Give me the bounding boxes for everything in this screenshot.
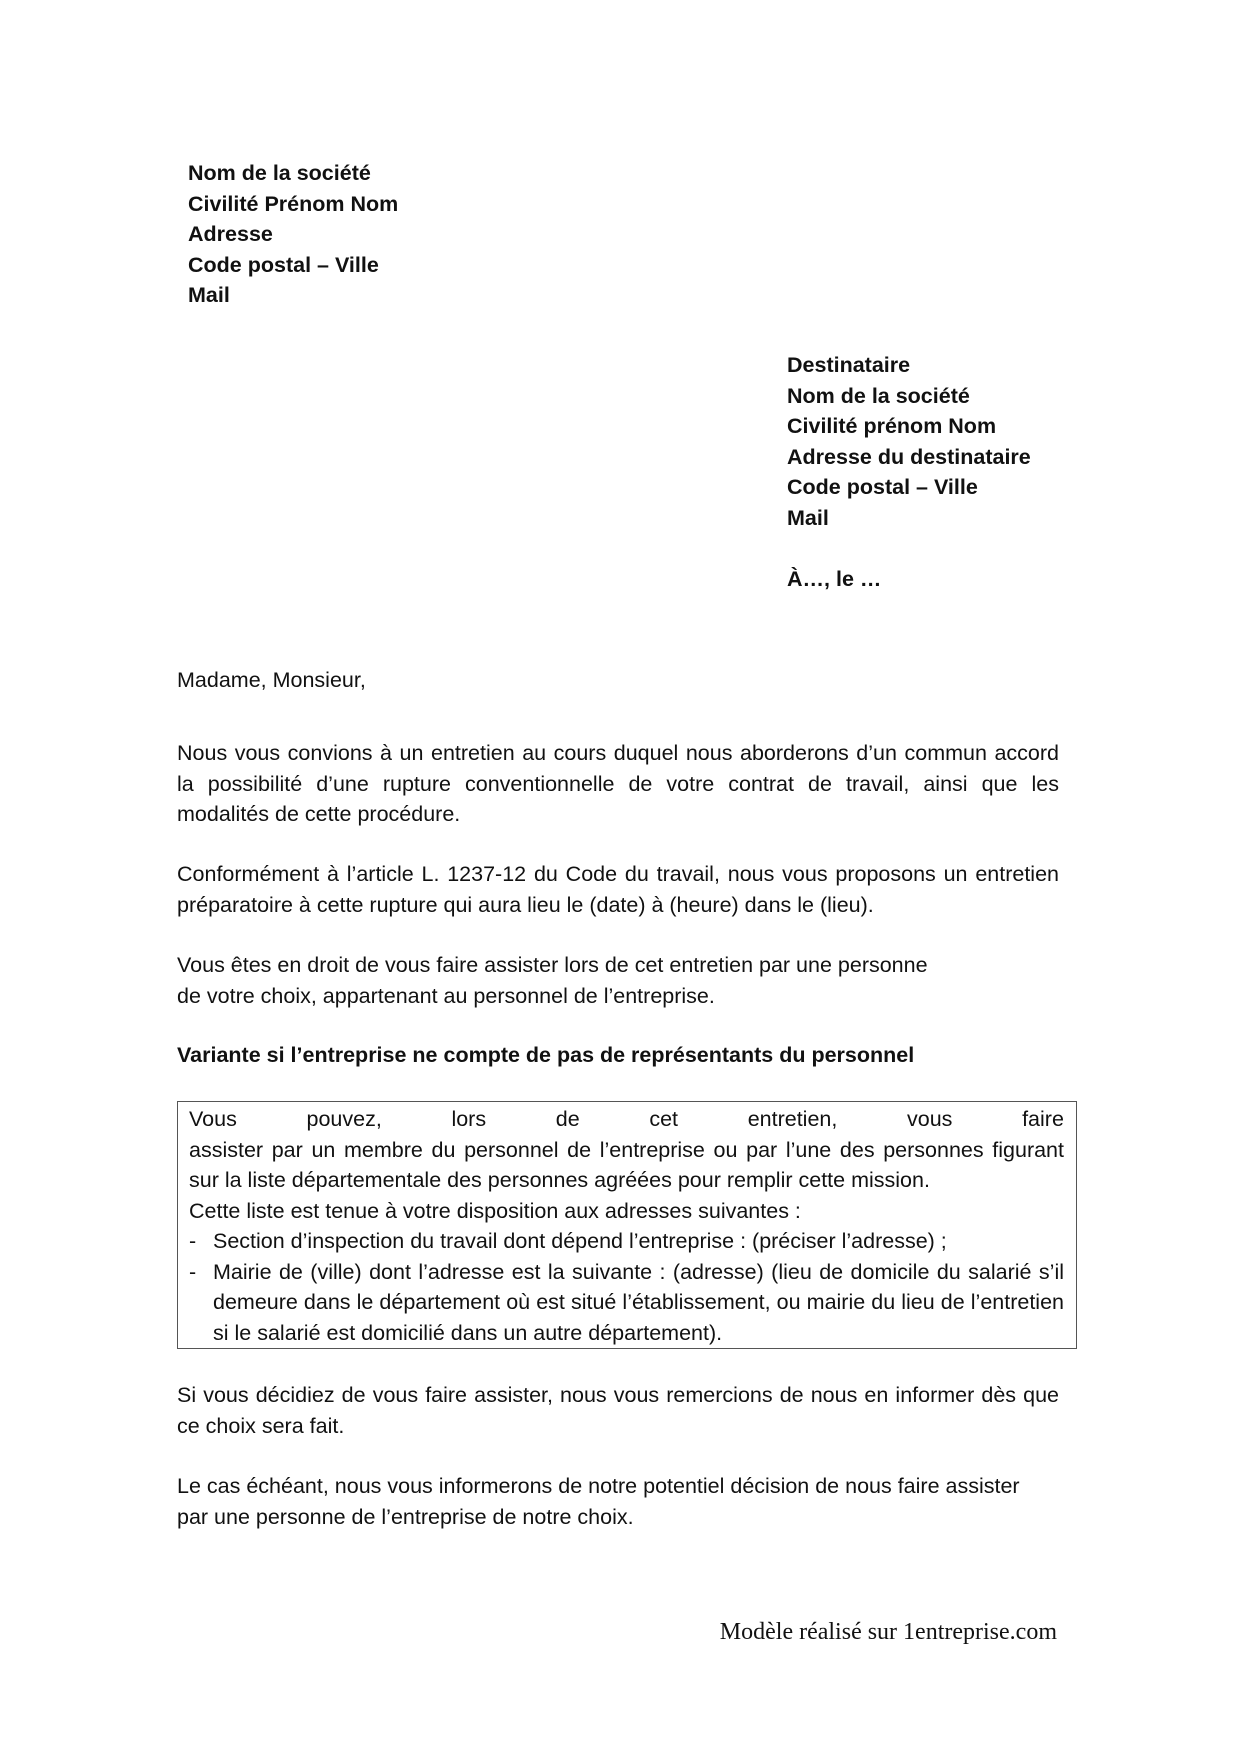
bullet-dash: - — [189, 1229, 197, 1253]
variant-list-item — [189, 1257, 1064, 1349]
variant-word: vous — [907, 1107, 953, 1131]
variant-list-item — [189, 1226, 1064, 1257]
variant-continuation: assister par un membre du personnel de l’entreprise ou par l’une des personnes figurant sur la liste départementale des personnes agréées pour remplir cette mission. — [189, 1137, 1064, 1192]
footer-credit: Modèle réalisé sur 1entreprise.com — [719, 1619, 1057, 1645]
variant-first-line — [189, 1104, 1064, 1135]
variant-list-intro: Cette liste est tenue à votre disposition aux adresses suivantes : — [189, 1198, 801, 1223]
variant-word: cet — [649, 1107, 679, 1131]
variant-box — [177, 1101, 1077, 1349]
paragraph-assistance — [177, 950, 1059, 1011]
recipient-name: Civilité prénom Nom — [787, 414, 997, 438]
recipient-mail: Mail — [787, 505, 829, 530]
sender-block — [188, 158, 398, 311]
sender-address: Adresse — [188, 222, 273, 246]
sender-mail: Mail — [188, 283, 230, 307]
sender-name: Civilité Prénom Nom — [188, 191, 399, 216]
variant-word: faire — [1022, 1107, 1064, 1131]
recipient-city: Code postal – Ville — [787, 475, 978, 499]
sender-city: Code postal – Ville — [188, 252, 379, 277]
paragraph-employer-assistance-line-1: Le cas échéant, nous vous informerons de notre potentiel décision de nous faire assister — [177, 1474, 1020, 1498]
recipient-address: Adresse du destinataire — [787, 444, 1031, 469]
variant-heading: Variante si l’entreprise ne compte de pas de représentants du personnel — [177, 1043, 915, 1067]
recipient-company: Nom de la société — [787, 383, 970, 408]
variant-word: de — [555, 1107, 580, 1131]
recipient-label: Destinataire — [787, 353, 911, 377]
salutation: Madame, Monsieur, — [177, 668, 366, 692]
variant-word: pouvez, — [306, 1107, 382, 1131]
paragraph-convocation: Nous vous convions à un entretien au cours duquel nous aborderons d’un commun accord la possibilité d’une rupture conventionnelle de votre contrat de travail, ainsi que les modalités de cette procédure. — [177, 741, 1059, 826]
variant-word: Vous — [189, 1107, 237, 1131]
paragraph-article: Conformément à l’article L. 1237-12 du Code du travail, nous vous proposons un entretien préparatoire à cette rupture qui aura lieu le (date) à (heure) dans le (lieu). — [177, 862, 1059, 917]
bullet-dash: - — [189, 1259, 197, 1284]
paragraph-assistance-line-1: Vous êtes en droit de vous faire assister lors de cet entretien par une personne — [177, 953, 928, 977]
paragraph-assistance-line-2: de votre choix, appartenant au personnel de l’entreprise. — [177, 983, 715, 1008]
sender-company: Nom de la société — [188, 161, 371, 185]
bullet-text: Mairie de (ville) dont l’adresse est la suivante : (adresse) (lieu de domicile du salarié s’il demeure dans le département où est situé l’établissement, ou mairie du lieu de l’entretien si le salarié est domicilié dans un autre département). — [213, 1259, 1064, 1345]
paragraph-employer-assistance-line-2: par une personne de l’entreprise de notre choix. — [177, 1504, 634, 1529]
variant-word: lors — [451, 1107, 487, 1131]
paragraph-inform: Si vous décidiez de vous faire assister, nous vous remercions de nous en informer dès que ce choix sera fait. — [177, 1383, 1059, 1438]
variant-word: entretien, — [747, 1107, 838, 1131]
place-date: À…, le … — [787, 566, 882, 591]
bullet-text: Section d’inspection du travail dont dépend l’entreprise : (préciser l’adresse) ; — [213, 1229, 947, 1253]
paragraph-employer-assistance — [177, 1471, 1059, 1532]
recipient-block — [787, 350, 1031, 594]
